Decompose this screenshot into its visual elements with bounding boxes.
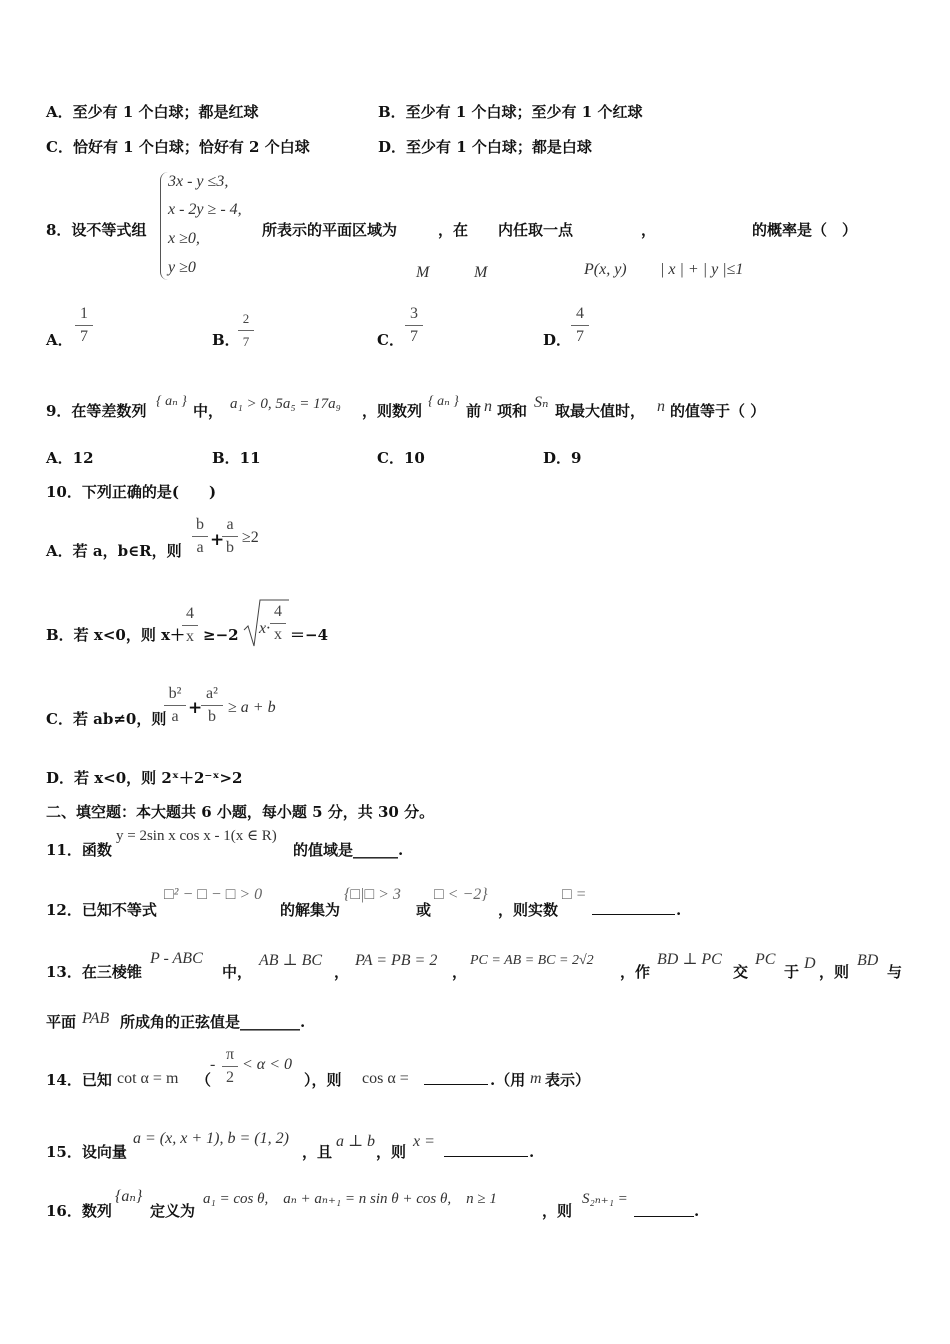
q8-mid3: 内任取一点 [498, 221, 574, 239]
q9-cond: a₁ > 0, 5a₅ = 17a₉ [230, 396, 341, 412]
q15-tail: . [529, 1143, 535, 1161]
q12-prefix: 12．已知不等式 [46, 901, 157, 919]
q14-cond-frac: π 2 [222, 1046, 238, 1087]
q10-c-frac2: a² b [201, 685, 223, 726]
section-2-heading: 二、填空题：本大题共 6 小题，每小题 5 分，共 30 分。 [46, 803, 435, 821]
q13-comma1: ， [334, 963, 350, 981]
q10-c-frac1: b² a [164, 685, 186, 726]
q15-x: x = [413, 1133, 435, 1150]
q13-yu2: 与 [887, 963, 903, 981]
q8-sys-line3: x ≥0, [168, 230, 200, 247]
q13-pc: PC [755, 951, 776, 968]
q13-yu: 于 [784, 963, 800, 981]
q12-mid2: ，则实数 [498, 901, 559, 919]
q14-tail2: 表示） [545, 1071, 591, 1089]
q13-plane-pab: PAB [82, 1010, 110, 1027]
q10-d-text: D．若 x<0，则 2ˣ＋2⁻ˣ>2 [46, 769, 243, 787]
q12-set-part2: □ < −2} [434, 886, 488, 903]
q8-point: P(x, y) [584, 261, 627, 278]
q8-sys-line4: y ≥0 [168, 259, 196, 276]
q9-tail: 的值等于（ ） [670, 402, 766, 420]
q10-c-tail: ≥ a + b [228, 699, 276, 716]
q14-cond-post: < α < 0 [242, 1056, 292, 1073]
q11-tail: 的值域是______. [293, 841, 404, 859]
q15-answer-blank[interactable] [444, 1138, 528, 1157]
q8-mid1: 所表示的平面区域为 [262, 221, 398, 239]
q10-a-frac1: b a [192, 516, 208, 557]
q8-label-b: B． [212, 331, 240, 349]
q13-pc-ab-bc: PC = AB = BC = 2√2 [470, 953, 594, 968]
q10-a-plus: + [210, 530, 225, 550]
q8-frac-d: 4 7 [571, 305, 589, 346]
q13-jiao: 交 [733, 963, 749, 981]
q8-prefix: 8．设不等式组 [46, 221, 147, 239]
q7-option-c: C．恰好有 1 个白球；恰好有 2 个白球 [46, 138, 310, 156]
q12-inequality: □² − □ − □ > 0 [164, 886, 263, 903]
q12-mid: 的解集为 [280, 901, 341, 919]
q13-d: D [804, 955, 816, 972]
q10-b-text: B．若 x<0，则 x＋ [46, 626, 186, 644]
q13-line2a: 平面 [46, 1013, 77, 1031]
q8-label-d: D． [543, 331, 572, 349]
q10-a-ge: ≥2 [242, 529, 259, 546]
q10-b-tail: ＝−4 [290, 626, 329, 644]
q15-qie: ，且 [302, 1143, 333, 1161]
q13-pa-pb: PA = PB = 2 [355, 952, 438, 969]
q8-region-m2: M [474, 264, 488, 281]
q13-zhong: 中， [222, 963, 253, 981]
q12-variable: □ = [562, 886, 587, 903]
q9-prefix: 9．在等差数列 [46, 402, 147, 420]
q10-stem: 10．下列正确的是( ) [46, 483, 217, 501]
q14-answer-blank[interactable] [424, 1066, 488, 1085]
q13-pyramid: P - ABC [150, 950, 203, 967]
q14-m: m [530, 1070, 542, 1087]
q12-tail: . [676, 901, 682, 919]
q7-option-d: D．至少有 1 个白球；都是白球 [378, 138, 592, 156]
q15-vectors: a = (x, x + 1), b = (1, 2) [133, 1130, 289, 1147]
q15-ze: ，则 [376, 1143, 407, 1161]
q10-b-rad-pre: x· [259, 620, 271, 637]
q12-answer-blank[interactable] [592, 896, 675, 915]
q9-max: 取最大值时， [555, 402, 646, 420]
q12-set-part1: {□|□ > 3 [344, 886, 401, 903]
q13-line2b: 所成角的正弦值是________. [120, 1013, 306, 1031]
q16-definition: a₁ = cos θ, aₙ + aₙ₊₁ = n sin θ + cos θ, n ≥ 1 [203, 1191, 497, 1207]
q16-tail: . [694, 1202, 700, 1220]
q10-b-frac: 4 x [182, 605, 198, 646]
q10-b-mid: ≥−2 [203, 626, 239, 644]
q13-bd-perp-pc: BD ⊥ PC [657, 951, 722, 968]
q11-expr: y = 2sin x cos x - 1(x ∈ R) [116, 828, 277, 844]
q9-qian: 前 [466, 402, 482, 420]
q10-b-rad-frac: 4 x [270, 603, 286, 644]
q10-c-text: C．若 ab≠0，则 [46, 710, 167, 728]
q8-tail: 的概率是（ ） [752, 221, 858, 239]
q9-mid: ，则数列 [362, 402, 423, 420]
q8-label-c: C． [377, 331, 404, 349]
q16-prefix: 16．数列 [46, 1202, 112, 1220]
q8-region-m1: M [416, 264, 430, 281]
q9-seq1: { aₙ } [156, 394, 187, 409]
q14-rparen: ），则 [304, 1071, 342, 1089]
q8-frac-c: 3 7 [405, 305, 423, 346]
q16-seq: {aₙ} [115, 1188, 143, 1205]
q15-prefix: 15．设向量 [46, 1143, 127, 1161]
q7-option-b: B．至少有 1 个白球；至少有 1 个红球 [378, 103, 643, 121]
q9-option-d: D．9 [543, 449, 582, 467]
q8-label-a: A． [46, 331, 73, 349]
q15-perp: a ⊥ b [336, 1133, 376, 1150]
q9-n2: n [657, 398, 665, 415]
q8-mid4: ， [641, 221, 657, 239]
q9-n1: n [484, 398, 492, 415]
q9-option-b: B．11 [212, 449, 261, 467]
q13-zuo: ，作 [620, 963, 651, 981]
q13-prefix: 13．在三棱锥 [46, 963, 142, 981]
q12-huo: 或 [416, 901, 432, 919]
q9-seq2: { aₙ } [428, 394, 459, 409]
q14-cond-pre: - [210, 1056, 216, 1073]
q11-prefix: 11．函数 [46, 841, 112, 859]
q10-a-frac2: a b [222, 516, 238, 557]
q14-cot: cot α = m [117, 1070, 179, 1087]
q10-c-plus: + [188, 698, 203, 718]
q16-answer-blank[interactable] [634, 1198, 694, 1217]
q9-xianghe: 项和 [497, 402, 528, 420]
q7-option-a: A．至少有 1 个白球；都是红球 [46, 103, 259, 121]
q8-frac-a: 1 7 [75, 305, 93, 346]
q13-ze: ，则 [819, 963, 850, 981]
q8-frac-b: 2 7 [238, 310, 254, 351]
q13-ab-perp-bc: AB ⊥ BC [259, 952, 323, 969]
q8-mid2: ，在 [438, 221, 469, 239]
q9-zhong: 中， [193, 402, 224, 420]
q14-tail: .（用 [490, 1071, 526, 1089]
q16-mid: 定义为 [150, 1202, 196, 1220]
q16-sum: S₂ₙ₊₁ = [582, 1191, 628, 1207]
q9-sn: Sₙ [534, 394, 549, 411]
q14-lparen: （ [196, 1071, 212, 1089]
q9-option-c: C．10 [377, 449, 425, 467]
q8-condition: | x | + | y |≤1 [660, 261, 744, 278]
q14-cos: cos α = [362, 1070, 409, 1087]
q8-sys-line2: x - 2y ≥ - 4, [168, 201, 242, 218]
q13-comma2: ， [452, 963, 468, 981]
q9-option-a: A．12 [46, 449, 94, 467]
q14-prefix: 14．已知 [46, 1071, 112, 1089]
q13-bd: BD [857, 952, 879, 969]
q10-a-text: A．若 a，b∈R，则 [46, 542, 182, 560]
q16-ze: ，则 [542, 1202, 573, 1220]
q8-sys-line1: 3x - y ≤3, [168, 173, 229, 190]
